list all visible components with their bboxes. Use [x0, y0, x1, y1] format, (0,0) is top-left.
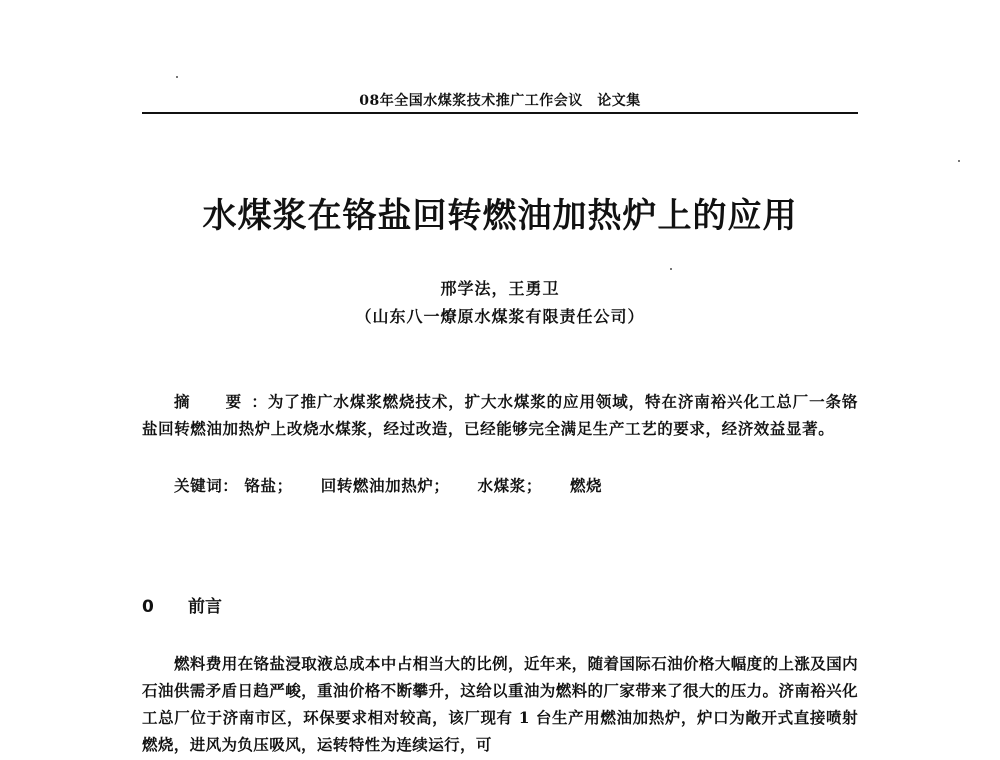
section-heading	[142, 592, 222, 617]
keyword-item: 水煤浆；	[477, 476, 542, 495]
keywords	[174, 474, 858, 496]
scan-speck	[176, 76, 178, 78]
abstract-separator: ：	[251, 392, 268, 411]
section-number: 0	[142, 597, 154, 617]
abstract-label: 摘 要	[174, 392, 252, 411]
keywords-label: 关键词：	[174, 476, 239, 495]
keyword-item: 回转燃油加热炉；	[320, 476, 450, 495]
affiliation: （山东八一燎原水煤浆有限责任公司）	[355, 307, 645, 326]
paper-title: 水煤浆在铬盐回转燃油加热炉上的应用	[202, 196, 798, 236]
section-title: 前言	[188, 597, 222, 617]
body-paragraph: 燃料费用在铬盐浸取液总成本中占相当大的比例，近年来，随着国际石油价格大幅度的上涨及国内石油供需矛盾日趋严峻，重油价格不断攀升，这给以重油为燃料的厂家带来了很大的压力。济南裕兴化工总厂位于济南市区，环保要求相对较高，该厂现有 1 台生产用燃油加热炉，炉口为敞开式直接喷射燃烧，进风为负压吸风，运转特性为连续运行，可	[142, 654, 858, 754]
header-rule	[142, 112, 858, 114]
abstract	[142, 388, 858, 442]
authors: 邢学法，王勇卫	[440, 279, 560, 298]
running-header: 08年全国水煤浆技术推广工作会议 论文集	[359, 93, 641, 109]
keyword-item: 燃烧	[569, 476, 603, 495]
abstract-text: 为了推广水煤浆燃烧技术，扩大水煤浆的应用领域，特在济南裕兴化工总厂一条铬盐回转燃油加热炉上改烧水煤浆，经过改造，已经能够完全满足生产工艺的要求，经济效益显著。	[142, 392, 858, 438]
scan-speck	[958, 160, 960, 162]
keyword-item: 铬盐；	[244, 476, 293, 495]
scan-speck	[670, 268, 672, 270]
